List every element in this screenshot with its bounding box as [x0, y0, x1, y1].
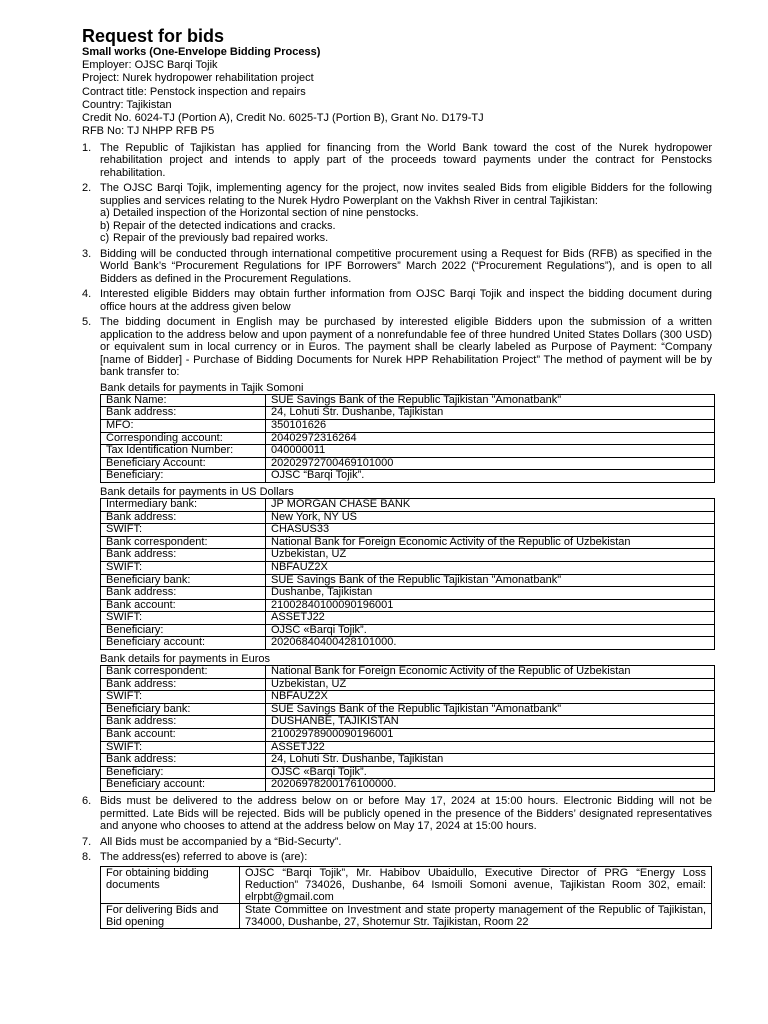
- list-letter: a): [100, 207, 110, 220]
- bank-field-value: ASSETJ22: [266, 741, 715, 754]
- bank-field-value: Uzbekistan, UZ: [266, 678, 715, 691]
- paragraph-text: The bidding document in English may be purchased by interested eligible Bidders upon the submission of a written application to the address below and upon payment of a nonrefundable fee of three hundred United States Dollars (300 USD) or equivalent sum in local currency or in Euros. The payment shall be clearly labeled as Purpose of Payment: “Company [name of Bidder] - Purchase of Bidding Documents for Nurek HPP Rehabilitation Project” The method of payment will be by bank transfer to:: [100, 316, 712, 379]
- address-purpose: For obtaining bidding documents: [101, 866, 240, 903]
- list-text: Detailed inspection of the Horizontal section of nine penstocks.: [113, 207, 419, 220]
- paragraph-number: 1.: [82, 141, 92, 154]
- paragraph-number: 8.: [82, 851, 92, 863]
- paragraph-number: 4.: [82, 288, 92, 301]
- table-row: [101, 729, 715, 742]
- table-row: [101, 511, 715, 524]
- bank-field-label: Beneficiary account:: [101, 779, 266, 792]
- table-row: [101, 419, 715, 432]
- bank-field-value: 20402972316264: [266, 432, 715, 445]
- meta-contract-title: Contract title: Penstock inspection and repairs: [82, 85, 306, 98]
- table-row: [101, 678, 715, 691]
- address-purpose: For delivering Bids and Bid opening: [101, 903, 240, 928]
- bank-field-value: 24, Lohuti Str. Dushanbe, Tajikistan: [266, 754, 715, 767]
- table-row: [101, 524, 715, 537]
- bank-field-label: SWIFT:: [101, 691, 266, 704]
- table-row: [101, 536, 715, 549]
- list-letter: c): [100, 232, 110, 245]
- paragraph-number: 6.: [82, 795, 92, 807]
- bank-field-label: SWIFT:: [101, 561, 266, 574]
- bank-field-value: New York, NY US: [266, 511, 715, 524]
- paragraph-text: The address(es) referred to above is (are):: [100, 851, 308, 863]
- bank-field-label: Bank correspondent:: [101, 666, 266, 679]
- bank-field-label: SWIFT:: [101, 741, 266, 754]
- table-row: [101, 741, 715, 754]
- paragraph-8: [82, 851, 712, 864]
- paragraph-4: [82, 288, 712, 313]
- paragraph-text: Bids must be delivered to the address below on or before May 17, 2024 at 15:00 hours. Electronic Bidding will not be permitted. Late Bids will be rejected. Bids will be publicly opened in the presence of the Bidders’ designated representatives and anyone who chooses to attend at the address below on May 17, 2024 at 15:00 hours.: [100, 795, 712, 832]
- bank-field-label: Bank address:: [101, 549, 266, 562]
- list-text: Repair of the previously bad repaired works.: [113, 232, 329, 245]
- bank-field-value: 21002840100090196001: [266, 599, 715, 612]
- paragraph-7: [82, 836, 712, 849]
- table-row: [101, 498, 715, 511]
- table-row: [101, 574, 715, 587]
- table-row: [101, 703, 715, 716]
- meta-country: Country: Tajikistan: [82, 98, 172, 111]
- paragraph-number: 2.: [82, 182, 92, 195]
- bank-field-value: OJSC “Barqi Tojik”.: [266, 470, 715, 483]
- list-item: [100, 232, 712, 245]
- table-row: [101, 394, 715, 407]
- bank-field-label: MFO:: [101, 419, 266, 432]
- list-letter: b): [100, 219, 110, 232]
- bank-field-label: SWIFT:: [101, 524, 266, 537]
- meta-employer: Employer: OJSC Barqi Tojik: [82, 59, 218, 71]
- bank-euro-caption: Bank details for payments in Euros: [100, 653, 270, 666]
- bank-field-value: DUSHANBE, TAJIKISTAN: [266, 716, 715, 729]
- bank-field-value: SUE Savings Bank of the Republic Tajikistan "Amonatbank": [266, 574, 715, 587]
- bank-somoni-caption: Bank details for payments in Tajik Somoni: [100, 381, 304, 394]
- paragraph-text: The OJSC Barqi Tojik, implementing agency for the project, now invites sealed Bids from eligible Bidders for the following supplies and services relating to the Nurek Hydro Powerplant on the Vakhsh River in central Tajikistan:: [100, 182, 712, 207]
- paragraph-text: Interested eligible Bidders may obtain further information from OJSC Barqi Tojik and inspect the bidding document during office hours at the address given below: [100, 288, 712, 313]
- table-row: [101, 766, 715, 779]
- page-subtitle: Small works (One-Envelope Bidding Process): [82, 46, 321, 58]
- bank-field-label: SWIFT:: [101, 612, 266, 625]
- meta-rfb-number: RFB No: TJ NHPP RFB P5: [82, 125, 215, 138]
- bank-field-label: Bank address:: [101, 716, 266, 729]
- table-row: [101, 445, 715, 458]
- paragraph-text: All Bids must be accompanied by a “Bid-Securty”.: [100, 835, 342, 848]
- table-row: [101, 691, 715, 704]
- document-page: [82, 26, 712, 929]
- bank-field-label: Beneficiary bank:: [101, 703, 266, 716]
- paragraph-number: 7.: [82, 835, 92, 848]
- page-title: Request for bids: [82, 26, 225, 46]
- bank-field-label: Beneficiary:: [101, 766, 266, 779]
- table-row: [101, 779, 715, 792]
- bank-field-value: OJSC «Barqi Tojik”.: [266, 624, 715, 637]
- table-row: [101, 754, 715, 767]
- address-details: OJSC “Barqi Tojik”, Mr. Habibov Ubaidullo, Executive Director of PRG “Energy Loss Reduction” 734026, Dushanbe, 64 Ismoili Somoni avenue, Tajikistan Room 302, email: elrpbt@gmail.com: [240, 866, 712, 903]
- bank-field-label: Tax Identification Number:: [101, 445, 266, 458]
- meta-block: [82, 59, 712, 139]
- table-row: [101, 407, 715, 420]
- bank-field-label: Bank address:: [101, 678, 266, 691]
- table-row: [101, 612, 715, 625]
- bank-field-value: National Bank for Foreign Economic Activity of the Republic of Uzbekistan: [266, 666, 715, 679]
- bank-field-value: Dushanbe, Tajikistan: [266, 587, 715, 600]
- bank-field-label: Beneficiary:: [101, 470, 266, 483]
- bank-field-label: Bank account:: [101, 599, 266, 612]
- paragraph-2: [82, 182, 712, 245]
- paragraph-1: [82, 142, 712, 180]
- bank-field-label: Beneficiary:: [101, 624, 266, 637]
- table-row: [101, 903, 712, 928]
- paragraph-6: [82, 795, 712, 833]
- bank-field-value: 040000011: [266, 445, 715, 458]
- bank-field-value: 20206978200176100000.: [266, 779, 715, 792]
- table-row: [101, 716, 715, 729]
- table-row: [101, 561, 715, 574]
- bank-field-value: 21002978900090196001: [266, 729, 715, 742]
- bank-field-label: Bank address:: [101, 587, 266, 600]
- list-item: [100, 220, 712, 233]
- list-item: [100, 207, 712, 220]
- bank-field-label: Bank account:: [101, 729, 266, 742]
- bank-field-label: Beneficiary Account:: [101, 457, 266, 470]
- bank-field-label: Beneficiary account:: [101, 637, 266, 650]
- table-row: [101, 457, 715, 470]
- bank-field-label: Bank address:: [101, 407, 266, 420]
- table-row: [101, 432, 715, 445]
- paragraph-text: Bidding will be conducted through international competitive procurement using a Request for Bids (RFB) as specified in the World Bank’s “Procurement Regulations for IPF Borrowers” March 2022 (“Procurement Regulations”), and is open to all Bidders as defined in the Procurement Regulations.: [100, 247, 712, 285]
- bank-field-label: Bank correspondent:: [101, 536, 266, 549]
- bank-field-label: Bank address:: [101, 511, 266, 524]
- bank-field-value: NBFAUZ2X: [266, 561, 715, 574]
- bank-usd-caption: Bank details for payments in US Dollars: [100, 485, 294, 498]
- table-row: [101, 549, 715, 562]
- table-row: [101, 587, 715, 600]
- bank-field-value: 350101626: [266, 419, 715, 432]
- bank-field-label: Intermediary bank:: [101, 498, 266, 511]
- meta-project: Project: Nurek hydropower rehabilitation project: [82, 72, 314, 85]
- list-text: Repair of the detected indications and cracks.: [113, 219, 336, 232]
- meta-credit-numbers: Credit No. 6024-TJ (Portion A), Credit No. 6025-TJ (Portion B), Grant No. D179-TJ: [82, 112, 484, 125]
- addresses-table: [100, 866, 712, 929]
- paragraph-3: [82, 248, 712, 286]
- table-row: [101, 866, 712, 903]
- table-row: [101, 470, 715, 483]
- bank-field-value: SUE Savings Bank of the Republic Tajikistan "Amonatbank": [266, 703, 715, 716]
- bank-field-value: 20206840400428101000.: [266, 637, 715, 650]
- bank-field-value: Uzbekistan, UZ: [266, 549, 715, 562]
- bank-field-label: Beneficiary bank:: [101, 574, 266, 587]
- bank-field-value: JP MORGAN CHASE BANK: [266, 498, 715, 511]
- paragraph-5: [82, 316, 712, 379]
- table-row: [101, 624, 715, 637]
- bank-field-label: Bank address:: [101, 754, 266, 767]
- bank-field-value: ASSETJ22: [266, 612, 715, 625]
- bank-field-value: 20202972700469101000: [266, 457, 715, 470]
- bank-field-value: National Bank for Foreign Economic Activity of the Republic of Uzbekistan: [266, 536, 715, 549]
- bank-field-value: 24, Lohuti Str. Dushanbe, Tajikistan: [266, 407, 715, 420]
- table-row: [101, 599, 715, 612]
- address-details: State Committee on Investment and state property management of the Republic of Tajikistan, 734000, Dushanbe, 27, Shotemur Str. Tajikistan, Room 22: [240, 903, 712, 928]
- bank-euro-table: [100, 665, 715, 792]
- paragraph-number: 3.: [82, 247, 92, 260]
- bank-somoni-table: [100, 394, 715, 483]
- bank-field-label: Bank Name:: [101, 394, 266, 407]
- bank-field-label: Corresponding account:: [101, 432, 266, 445]
- bank-usd-table: [100, 498, 715, 650]
- bank-field-value: OJSC «Barqi Tojik”.: [266, 766, 715, 779]
- bank-field-value: CHASUS33: [266, 524, 715, 537]
- bank-field-value: SUE Savings Bank of the Republic Tajikistan "Amonatbank": [266, 394, 715, 407]
- paragraph-number: 5.: [82, 316, 92, 329]
- paragraph-text: The Republic of Tajikistan has applied for financing from the World Bank toward the cost of the Nurek hydropower rehabilitation project and intends to apply part of the proceeds toward payments under the contract for Penstocks rehabilitation.: [100, 141, 712, 179]
- table-row: [101, 637, 715, 650]
- bank-field-value: NBFAUZ2X: [266, 691, 715, 704]
- table-row: [101, 666, 715, 679]
